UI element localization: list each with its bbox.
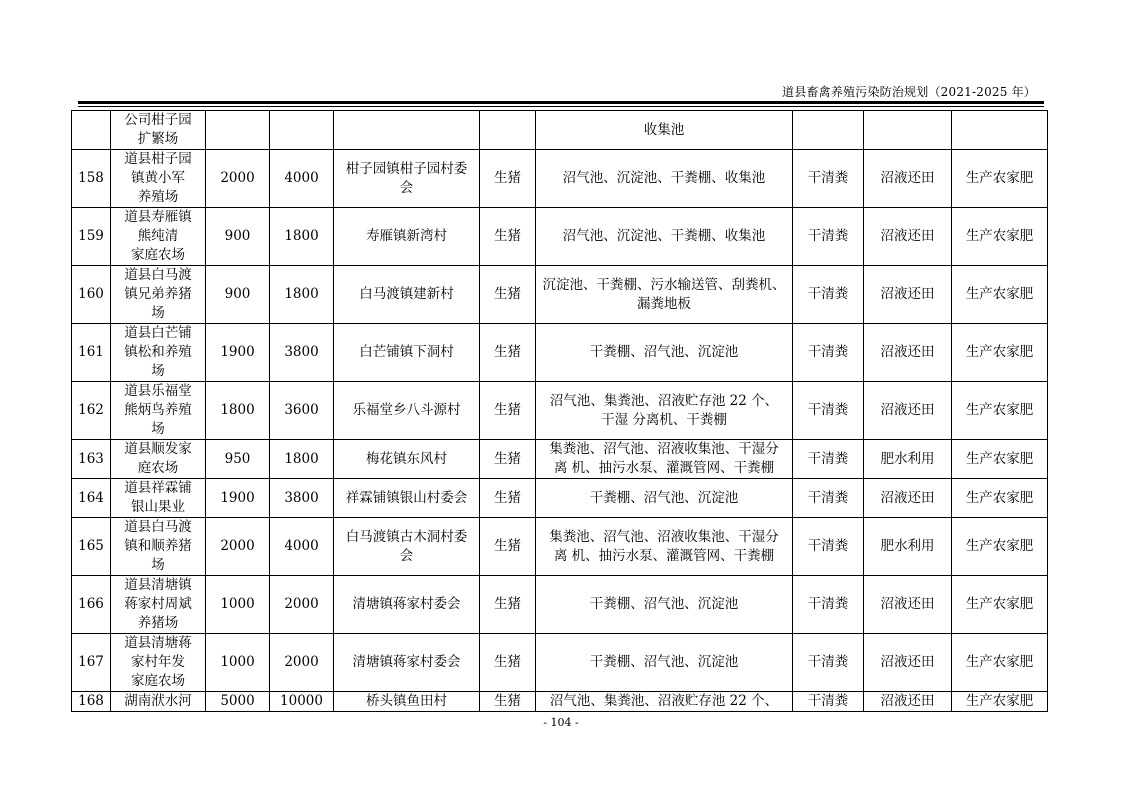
cell-text: 会 xyxy=(399,547,414,564)
address-cell xyxy=(334,266,480,324)
cell-text: 干清粪 xyxy=(807,538,849,554)
cell-text: 道县柑子园 xyxy=(124,151,192,167)
cell-text: 清塘镇蒋家村委会 xyxy=(352,654,461,670)
cell-text: 900 xyxy=(224,286,251,302)
cell-text: 生产农家肥 xyxy=(965,693,1034,709)
cleaning-method-cell xyxy=(793,266,864,324)
cell-text: 干清粪 xyxy=(807,693,849,709)
farm-name-cell xyxy=(111,111,206,150)
cell-text: 1000 xyxy=(220,654,255,670)
table-row xyxy=(72,634,1048,692)
cell-text: 干清粪 xyxy=(807,450,849,467)
cell-text: 900 xyxy=(224,228,251,244)
cell-text: 生猪 xyxy=(494,402,521,418)
slurry-use-cell xyxy=(864,208,952,266)
slurry-use-cell xyxy=(864,518,952,576)
row-number-cell xyxy=(72,440,111,479)
cell-text: 沼液还田 xyxy=(880,693,935,709)
cell-text: 镇黄小军 xyxy=(131,170,185,186)
row-number-cell xyxy=(72,576,111,634)
header-rule-thick xyxy=(78,101,1044,104)
cell-text: 159 xyxy=(78,228,104,244)
quantity-cell xyxy=(206,150,270,208)
row-number-cell xyxy=(72,266,111,324)
cleaning-method-cell xyxy=(793,382,864,440)
cleaning-method-cell xyxy=(793,440,864,479)
cell-text: 干清粪 xyxy=(807,402,849,418)
cell-text: 收集池 xyxy=(643,121,685,138)
cell-text: 生产农家肥 xyxy=(965,450,1034,467)
row-number-cell xyxy=(72,692,111,712)
livestock-type-cell xyxy=(480,440,536,479)
cell-text: 家庭农场 xyxy=(131,247,185,263)
cell-text: 镇和顺养猪 xyxy=(124,538,192,554)
row-number-cell xyxy=(72,518,111,576)
cell-text: 生产农家肥 xyxy=(965,344,1034,360)
row-number-cell xyxy=(72,324,111,382)
cell-text: 生猪 xyxy=(494,344,521,360)
cell-text: 生猪 xyxy=(494,596,521,612)
cell-text: 清塘镇蒋家村委会 xyxy=(352,596,461,612)
cell-text: 干清粪 xyxy=(807,344,849,360)
cell-text: 950 xyxy=(224,450,251,467)
manure-use-cell xyxy=(952,150,1048,208)
cell-text: 场 xyxy=(151,557,165,573)
cleaning-method-cell xyxy=(793,150,864,208)
address-cell xyxy=(334,692,480,712)
cell-text: 沉淀池、干粪棚、污水输送管、刮粪机、 xyxy=(542,276,786,293)
manure-use-cell xyxy=(952,440,1048,479)
cell-text: 沼液还田 xyxy=(880,344,935,360)
cleaning-method-cell xyxy=(793,518,864,576)
cell-text: 白芒铺镇下洞村 xyxy=(359,344,454,360)
quantity-cell xyxy=(206,518,270,576)
livestock-type-cell xyxy=(480,324,536,382)
cell-text: 生猪 xyxy=(494,450,521,467)
livestock-type-cell xyxy=(480,208,536,266)
header-rule-thin xyxy=(78,106,1044,107)
cell-text: 生产农家肥 xyxy=(965,596,1034,612)
cell-text: 2000 xyxy=(220,170,255,186)
cleaning-method-cell xyxy=(793,479,864,518)
page-number: - 104 - xyxy=(543,716,579,729)
quantity-cell xyxy=(270,634,334,692)
facilities-cell xyxy=(536,111,793,150)
cell-text: 160 xyxy=(78,286,104,302)
cell-text: 梅花镇东风村 xyxy=(366,450,447,467)
cell-text: 1900 xyxy=(220,489,255,506)
facilities-cell xyxy=(536,692,793,712)
quantity-cell xyxy=(270,266,334,324)
facilities-cell xyxy=(536,576,793,634)
farm-name-cell xyxy=(111,518,206,576)
quantity-cell xyxy=(206,324,270,382)
table-row xyxy=(72,692,1048,712)
farm-name-cell xyxy=(111,692,206,712)
cell-text: 熊纯清 xyxy=(137,228,179,244)
cell-text: 庭农场 xyxy=(137,460,179,476)
manure-use-cell xyxy=(952,324,1048,382)
manure-use-cell xyxy=(952,692,1048,712)
cell-text: 4000 xyxy=(284,170,319,186)
cell-text: 湖南洑水河 xyxy=(124,693,192,709)
table-row xyxy=(72,150,1048,208)
cell-text: 道县白马渡 xyxy=(124,267,192,283)
cell-text: 干粪棚、沼气池、沉淀池 xyxy=(589,344,739,360)
livestock-type-cell xyxy=(480,692,536,712)
address-cell xyxy=(334,634,480,692)
slurry-use-cell xyxy=(864,479,952,518)
quantity-cell xyxy=(270,382,334,440)
cell-text: 168 xyxy=(78,693,104,709)
livestock-type-cell xyxy=(480,150,536,208)
cell-text: 场 xyxy=(151,421,165,437)
address-cell xyxy=(334,382,480,440)
cell-text: 干粪棚、沼气池、沉淀池 xyxy=(589,654,739,670)
cell-text: 干清粪 xyxy=(807,228,849,244)
cell-text: 生产农家肥 xyxy=(965,286,1034,302)
cell-text: 沼液还田 xyxy=(880,402,935,418)
slurry-use-cell xyxy=(864,150,952,208)
cell-text: 家村年发 xyxy=(131,654,185,670)
cell-text: 白马渡镇古木洞村委 xyxy=(345,528,468,545)
facilities-cell xyxy=(536,518,793,576)
cell-text: 3600 xyxy=(284,402,319,418)
cell-text: 10000 xyxy=(280,693,323,709)
cell-text: 熊炳鸟养殖 xyxy=(124,402,192,418)
table-row xyxy=(72,479,1048,518)
table-row xyxy=(72,111,1048,150)
cell-text: 道县顺发家 xyxy=(124,441,192,457)
page-header-title: 道县畜禽养殖污染防治规划（2021-2025 年） xyxy=(782,85,1036,99)
cell-text: 沼气池、沉淀池、干粪棚、收集池 xyxy=(562,170,766,186)
cleaning-method-cell xyxy=(793,111,864,150)
cell-text: 沼液还田 xyxy=(880,228,935,244)
cell-text: 2000 xyxy=(284,654,319,670)
facilities-cell xyxy=(536,440,793,479)
cell-text: 干清粪 xyxy=(807,286,849,302)
manure-use-cell xyxy=(952,634,1048,692)
quantity-cell xyxy=(270,440,334,479)
farm-name-cell xyxy=(111,479,206,518)
quantity-cell xyxy=(270,208,334,266)
cell-text: 养殖场 xyxy=(137,189,179,205)
cleaning-method-cell xyxy=(793,324,864,382)
cell-text: 离 机、抽污水泵、灌溉管网、干粪棚 xyxy=(553,547,775,564)
cell-text: 镇兄弟养猪 xyxy=(124,286,192,302)
farm-name-cell xyxy=(111,440,206,479)
cell-text: 场 xyxy=(151,305,165,321)
cell-text: 1800 xyxy=(220,402,255,418)
manure-use-cell xyxy=(952,208,1048,266)
slurry-use-cell xyxy=(864,634,952,692)
slurry-use-cell xyxy=(864,440,952,479)
facilities-cell xyxy=(536,150,793,208)
table-row xyxy=(72,440,1048,479)
quantity-cell xyxy=(270,518,334,576)
cell-text: 乐福堂乡八斗源村 xyxy=(352,402,461,418)
cell-text: 公司柑子园 xyxy=(124,112,192,128)
cell-text: 沼液还田 xyxy=(880,596,935,612)
livestock-type-cell xyxy=(480,382,536,440)
manure-use-cell xyxy=(952,479,1048,518)
quantity-cell xyxy=(206,576,270,634)
cell-text: 1900 xyxy=(220,344,255,360)
cell-text: 沼液还田 xyxy=(880,170,935,186)
cell-text: 蒋家村周斌 xyxy=(124,596,192,612)
address-cell xyxy=(334,150,480,208)
row-number-cell xyxy=(72,150,111,208)
quantity-cell xyxy=(206,266,270,324)
cell-text: 生猪 xyxy=(494,693,521,709)
cell-text: 场 xyxy=(151,363,165,379)
cell-text: 生猪 xyxy=(494,654,521,670)
cleaning-method-cell xyxy=(793,576,864,634)
cell-text: 干清粪 xyxy=(807,596,849,612)
table-row xyxy=(72,266,1048,324)
cell-text: 沼液还田 xyxy=(880,654,935,670)
row-number-cell xyxy=(72,479,111,518)
cell-text: 道县清塘蒋 xyxy=(124,635,192,651)
cell-text: 2000 xyxy=(220,538,255,554)
quantity-cell xyxy=(270,479,334,518)
cell-text: 集粪池、沼气池、沼液收集池、干湿分 xyxy=(549,441,779,457)
livestock-type-cell xyxy=(480,111,536,150)
table-row xyxy=(72,518,1048,576)
cell-text: 生产农家肥 xyxy=(965,489,1034,506)
facilities-cell xyxy=(536,479,793,518)
table-row xyxy=(72,382,1048,440)
cell-text: 银山果业 xyxy=(131,499,185,515)
cell-text: 桥头镇鱼田村 xyxy=(366,693,447,709)
address-cell xyxy=(334,518,480,576)
livestock-type-cell xyxy=(480,479,536,518)
quantity-cell xyxy=(206,111,270,150)
cell-text: 离 机、抽污水泵、灌溉管网、干粪棚 xyxy=(553,460,775,476)
cell-text: 164 xyxy=(78,489,104,506)
cell-text: 生产农家肥 xyxy=(965,170,1034,186)
slurry-use-cell xyxy=(864,692,952,712)
farm-table xyxy=(71,110,1048,712)
cell-text: 2000 xyxy=(284,596,319,612)
cell-text: 生猪 xyxy=(494,489,521,506)
cell-text: 沼气池、集粪池、沼液贮存池 22 个、 xyxy=(549,392,779,409)
cell-text: 沼液还田 xyxy=(880,489,935,506)
row-number-cell xyxy=(72,208,111,266)
cell-text: 3800 xyxy=(284,489,319,506)
cell-text: 寿雁镇新湾村 xyxy=(366,228,447,244)
quantity-cell xyxy=(206,479,270,518)
facilities-cell xyxy=(536,634,793,692)
table-row xyxy=(72,576,1048,634)
livestock-type-cell xyxy=(480,266,536,324)
cell-text: 166 xyxy=(78,596,104,612)
row-number-cell xyxy=(72,634,111,692)
cell-text: 生产农家肥 xyxy=(965,654,1034,670)
farm-name-cell xyxy=(111,208,206,266)
facilities-cell xyxy=(536,266,793,324)
cell-text: 干清粪 xyxy=(807,654,849,670)
manure-use-cell xyxy=(952,518,1048,576)
address-cell xyxy=(334,324,480,382)
cell-text: 道县乐福堂 xyxy=(124,383,192,399)
quantity-cell xyxy=(206,208,270,266)
cell-text: 1000 xyxy=(220,596,255,612)
cell-text: 沼液还田 xyxy=(880,286,935,302)
facilities-cell xyxy=(536,382,793,440)
cell-text: 沼气池、沉淀池、干粪棚、收集池 xyxy=(562,228,766,244)
quantity-cell xyxy=(206,440,270,479)
cell-text: 162 xyxy=(78,402,104,418)
row-number-cell xyxy=(72,111,111,150)
slurry-use-cell xyxy=(864,111,952,150)
cell-text: 5000 xyxy=(220,693,255,709)
cell-text: 会 xyxy=(399,179,414,196)
manure-use-cell xyxy=(952,266,1048,324)
cell-text: 4000 xyxy=(284,538,319,554)
cell-text: 生猪 xyxy=(494,228,521,244)
slurry-use-cell xyxy=(864,382,952,440)
address-cell xyxy=(334,208,480,266)
quantity-cell xyxy=(270,111,334,150)
cell-text: 干湿 分离机、干粪棚 xyxy=(601,411,727,428)
livestock-type-cell xyxy=(480,518,536,576)
cell-text: 漏粪地板 xyxy=(637,295,691,312)
cell-text: 祥霖铺镇银山村委会 xyxy=(345,489,468,506)
cell-text: 161 xyxy=(78,344,104,360)
cell-text: 生猪 xyxy=(494,538,521,554)
cleaning-method-cell xyxy=(793,634,864,692)
facilities-cell xyxy=(536,324,793,382)
cell-text: 3800 xyxy=(284,344,319,360)
slurry-use-cell xyxy=(864,576,952,634)
slurry-use-cell xyxy=(864,324,952,382)
cell-text: 沼气池、集粪池、沼液贮存池 22 个、 xyxy=(549,693,779,709)
cell-text: 生猪 xyxy=(494,170,521,186)
facilities-cell xyxy=(536,208,793,266)
address-cell xyxy=(334,440,480,479)
cell-text: 扩繁场 xyxy=(137,131,179,147)
quantity-cell xyxy=(270,324,334,382)
cell-text: 165 xyxy=(78,538,104,554)
farm-name-cell xyxy=(111,150,206,208)
cell-text: 163 xyxy=(78,450,104,467)
cell-text: 道县清塘镇 xyxy=(124,577,192,593)
cell-text: 干粪棚、沼气池、沉淀池 xyxy=(589,596,739,612)
cell-text: 生猪 xyxy=(494,286,521,302)
cell-text: 集粪池、沼气池、沼液收集池、干湿分 xyxy=(549,528,779,545)
cell-text: 生产农家肥 xyxy=(965,538,1034,554)
cleaning-method-cell xyxy=(793,208,864,266)
cell-text: 干清粪 xyxy=(807,170,849,186)
livestock-type-cell xyxy=(480,576,536,634)
farm-name-cell xyxy=(111,576,206,634)
livestock-type-cell xyxy=(480,634,536,692)
cell-text: 家庭农场 xyxy=(131,673,185,689)
quantity-cell xyxy=(270,576,334,634)
manure-use-cell xyxy=(952,382,1048,440)
farm-name-cell xyxy=(111,266,206,324)
cell-text: 道县寿雁镇 xyxy=(124,209,192,225)
manure-use-cell xyxy=(952,576,1048,634)
address-cell xyxy=(334,479,480,518)
cell-text: 道县祥霖铺 xyxy=(124,480,192,496)
cell-text: 肥水利用 xyxy=(880,450,935,467)
address-cell xyxy=(334,111,480,150)
cell-text: 生产农家肥 xyxy=(965,402,1034,418)
manure-use-cell xyxy=(952,111,1048,150)
cell-text: 道县白马渡 xyxy=(124,519,192,535)
farm-name-cell xyxy=(111,324,206,382)
slurry-use-cell xyxy=(864,266,952,324)
cell-text: 干粪棚、沼气池、沉淀池 xyxy=(589,489,739,506)
cell-text: 道县白芒铺 xyxy=(124,325,192,341)
cell-text: 1800 xyxy=(284,450,319,467)
row-number-cell xyxy=(72,382,111,440)
cell-text: 167 xyxy=(78,654,104,670)
cell-text: 养猪场 xyxy=(137,615,179,631)
table-row xyxy=(72,324,1048,382)
table-row xyxy=(72,208,1048,266)
quantity-cell xyxy=(270,150,334,208)
cell-text: 1800 xyxy=(284,286,319,302)
cell-text: 干清粪 xyxy=(807,489,849,506)
cell-text: 158 xyxy=(78,170,104,186)
cell-text: 柑子园镇柑子园村委 xyxy=(345,160,468,177)
cell-text: 镇松和养殖 xyxy=(124,344,192,360)
cell-text: 1800 xyxy=(284,228,319,244)
address-cell xyxy=(334,576,480,634)
farm-name-cell xyxy=(111,634,206,692)
quantity-cell xyxy=(270,692,334,712)
cell-text: 肥水利用 xyxy=(880,538,935,554)
cell-text: 白马渡镇建新村 xyxy=(359,286,454,302)
cleaning-method-cell xyxy=(793,692,864,712)
quantity-cell xyxy=(206,634,270,692)
quantity-cell xyxy=(206,382,270,440)
cell-text: 生产农家肥 xyxy=(965,228,1034,244)
farm-name-cell xyxy=(111,382,206,440)
quantity-cell xyxy=(206,692,270,712)
